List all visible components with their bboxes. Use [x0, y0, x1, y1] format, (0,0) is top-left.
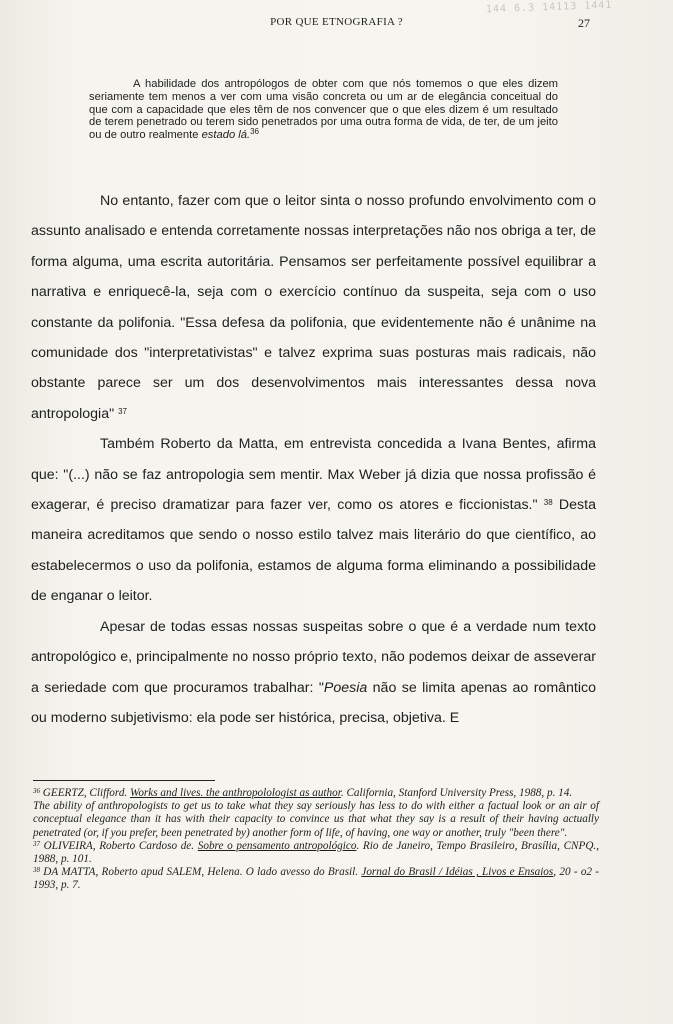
footnote-36-translation: The ability of anthropologists to get us to take what they say seriously has less to do with either a factual look or an air of conceptual elegance than it has with their capacity to convince us that what they say is a result of their having actually penetrated (or, if you prefer, been penetrated by) another form of life, of having, one way or another, truly "been there".: [33, 800, 599, 839]
footnote-36-author: GEERTZ, Clifford.: [42, 787, 131, 799]
footnote-37-author: OLIVEIRA, Roberto Cardoso de.: [43, 839, 198, 852]
footnote-37: [33, 840, 599, 866]
footnote-ref-37[interactable]: 37: [118, 406, 127, 416]
running-title: POR QUE ETNOGRAFIA ?: [270, 16, 403, 28]
block-quote-text: A habilidade dos antropólogos de obter com que nós tomemos o que eles dizem seriamente tem menos a ver com uma visão concreta ou um ar de elegância conceitual do que com a capacidade que eles têm de nos convencer que o que eles dizem é um resultado de terem penetrado ou terem sido penetrados por uma outra forma de vida, de ter, de um jeito ou de outro realmente: [89, 78, 558, 142]
paragraph-2: [31, 429, 596, 611]
block-quote: [89, 78, 558, 142]
paragraph-3-italic: Poesia: [323, 679, 368, 696]
footnote-37-rest: . Rio de Janeiro, Tempo Brasileiro, Brasília, CNPQ., 1988, p. 101.: [33, 839, 600, 866]
footnote-ref-38[interactable]: 38: [543, 498, 553, 508]
footnote-38: [33, 866, 599, 892]
paragraph-3: [31, 612, 596, 734]
footnote-separator: [33, 780, 215, 781]
paragraph-1-text: No entanto, fazer com que o leitor sinta o nosso profundo envolvimento com o assunto analisado e entenda corretamente nossas interpretações não nos obriga a ter, de forma alguma, uma escrita autoritária. Pensamos ser perfeitamente possível equilibrar a narrativa e enriquecê-la, seja com o exercício contínuo da suspeita, seja com o uso constante da polifonia. "Essa defesa da polifonia, que evidentemente não é unânime na comunidade dos "interpretativistas" e talvez exprima suas posturas mais radicais, não obstante parece ser um dos desenvolvimentos mais interessantes dessa nova antropologia": [31, 193, 596, 422]
footnote-37-title: Sobre o pensamento antropológico: [197, 839, 357, 852]
paragraph-3-text-a: Apesar de todas essas nossas suspeitas sobre o que é a verdade num texto antropológico e, principalmente no nosso próprio texto, não podemos deixar de asseverar a seriedade com que procuramos trabalhar: ": [31, 618, 596, 696]
footnote-36-rest: . California, Stanford University Press, 1988, p. 14.: [340, 787, 573, 799]
footnote-37-number: 37: [33, 839, 40, 848]
paragraph-1: [31, 186, 596, 429]
footnotes: [33, 787, 599, 893]
footnote-38-number: 38: [33, 866, 40, 875]
footnote-36-number: 36: [33, 787, 40, 795]
paragraph-3-text-b: não se limita apenas ao romântico ou moderno subjetivismo: ela pode ser histórica, precisa, objetiva. E: [31, 679, 596, 726]
footnote-38-title: Jornal do Brasil / Idéias , Livos e Ensaios: [361, 866, 554, 879]
footnote-36: [33, 787, 599, 800]
footnote-36-title: Works and lives. the anthropolologist as author: [130, 787, 341, 799]
footnote-ref-36[interactable]: 36: [250, 127, 259, 137]
body-text: [31, 186, 596, 733]
footnote-38-author: DA MATTA, Roberto apud SALEM, Helena. O lado avesso do Brasil.: [43, 866, 362, 879]
paragraph-2-text-b: Desta maneira acreditamos que sendo o nosso estilo talvez mais literário do que científico, ao estabelecermos o uso da polifonia, estamos de alguma forma eliminando a possibilidade de enganar o leitor.: [31, 497, 596, 605]
catalog-stamp: 144 6.3 14113 1441: [485, 0, 613, 16]
paragraph-2-text-a: Também Roberto da Matta, em entrevista concedida a Ivana Bentes, afirma que: "(...) não se faz antropologia sem mentir. Max Weber já dizia que nossa profissão é exagerar, é preciso dramatizar para fazer ver, como os atores e ficcionistas.": [31, 436, 596, 514]
block-quote-italic: estado lá.: [201, 129, 251, 142]
footnote-38-rest: , 20 - o2 - 1993, p. 7.: [33, 866, 600, 892]
page-number: 27: [578, 16, 590, 30]
